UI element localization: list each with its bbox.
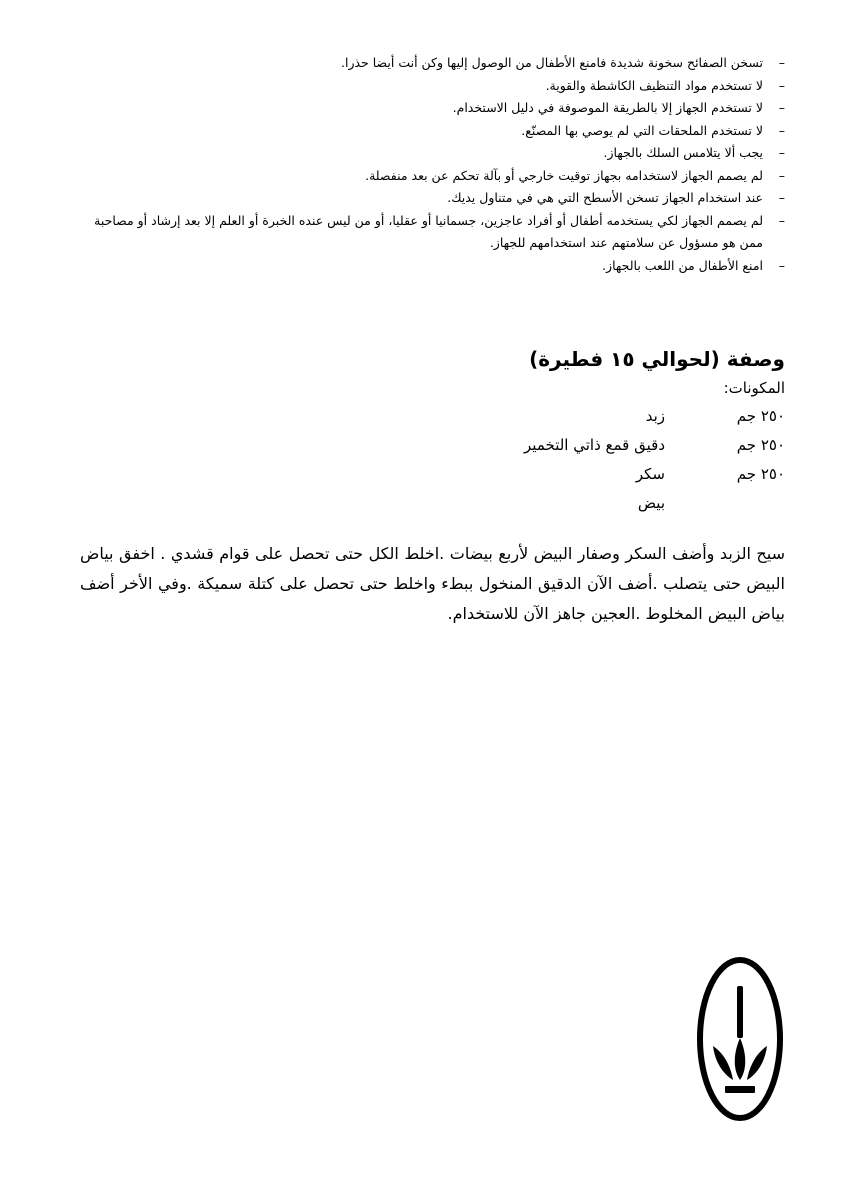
safety-warning-text: لا تستخدم الملحقات التي لم يوصي بها المصنّع. bbox=[521, 122, 763, 138]
list-item bbox=[80, 142, 785, 165]
list-item bbox=[80, 97, 785, 120]
recipe-title: وصفة (لحوالي ١٥ فطيرة) bbox=[529, 347, 785, 371]
safety-warning-text: لا تستخدم الجهاز إلا بالطريقة الموصوفة في دليل الاستخدام. bbox=[452, 100, 763, 115]
ingredient-name: زبد bbox=[645, 406, 665, 425]
safety-warning-text: لا تستخدم مواد التنظيف الكاشطة والقوية. bbox=[545, 77, 763, 93]
safety-warning-text: عند استخدام الجهاز تسخن الأسطح التي هي في متناول يديك. bbox=[447, 190, 763, 205]
list-dash: – bbox=[778, 190, 785, 205]
ingredient-quantity: ٢٥٠ جم bbox=[736, 464, 785, 483]
safety-warnings-list bbox=[80, 52, 785, 277]
list-dash: – bbox=[778, 55, 785, 70]
list-item bbox=[80, 210, 785, 255]
ingredient-row bbox=[524, 459, 785, 488]
safety-warning-text: تسخن الصفائح سخونة شديدة فامنع الأطفال من الوصول إليها وكن أنت أيضا حذرا. bbox=[341, 55, 763, 70]
list-dash: – bbox=[778, 257, 785, 273]
ingredient-quantity: ٢٥٠ جم bbox=[736, 406, 785, 425]
recipe-method: سيح الزبد وأضف السكر وصفار البيض لأربع بيضات .اخلط الكل حتى تحصل على قوام قشدي . اخفق بياض البيض حتى يتصلب .أضف الآن الدقيق المنخول ببطء واخلط حتى تحصل على كتلة سميكة .وفي الأخر أضف بياض البيض المخلوط .العجين جاهز الآن للاستخدام. bbox=[80, 544, 785, 623]
list-dash: – bbox=[778, 212, 785, 228]
list-item bbox=[80, 187, 785, 210]
list-item bbox=[80, 165, 785, 188]
safety-warning-text: امنع الأطفال من اللعب بالجهاز. bbox=[602, 257, 763, 273]
list-item bbox=[80, 52, 785, 75]
safety-warning-text: يجب ألا يتلامس السلك بالجهاز. bbox=[603, 145, 763, 160]
ingredient-quantity: ٢٥٠ جم bbox=[736, 435, 785, 454]
list-dash: – bbox=[778, 145, 785, 160]
list-dash: – bbox=[778, 100, 785, 115]
list-item bbox=[80, 120, 785, 143]
recipe-section bbox=[80, 343, 785, 645]
ingredient-name: سكر bbox=[635, 464, 665, 483]
ingredient-row bbox=[524, 401, 785, 430]
list-dash: – bbox=[778, 77, 785, 93]
list-dash: – bbox=[778, 167, 785, 183]
ingredients-label: المكونات: bbox=[723, 379, 785, 397]
list-item bbox=[80, 255, 785, 278]
safety-warning-text: لم يصمم الجهاز لاستخدامه بجهاز توقيت خارجي أو بآلة تحكم عن بعد منفصلة. bbox=[365, 167, 763, 183]
ingredient-name: دقيق قمع ذاتي التخمير bbox=[524, 435, 665, 454]
ingredients-table bbox=[524, 401, 785, 517]
ingredient-row bbox=[524, 488, 785, 517]
list-dash: – bbox=[778, 122, 785, 138]
ingredient-row bbox=[524, 430, 785, 459]
ingredient-name: بيض bbox=[637, 493, 665, 512]
list-item bbox=[80, 75, 785, 98]
safety-warning-text: لم يصمم الجهاز لكي يستخدمه أطفال أو أفراد عاجزين، جسمانيا أو عقليا، أو من ليس عنده الخبرة أو العلم إلا بعد إرشاد أو مصاحبة ممن هو مسؤول عن سلامتهم عند استخدامهم للجهاز. bbox=[94, 212, 763, 250]
brand-emblem-icon bbox=[695, 954, 785, 1124]
ingredient-quantity bbox=[665, 488, 785, 517]
